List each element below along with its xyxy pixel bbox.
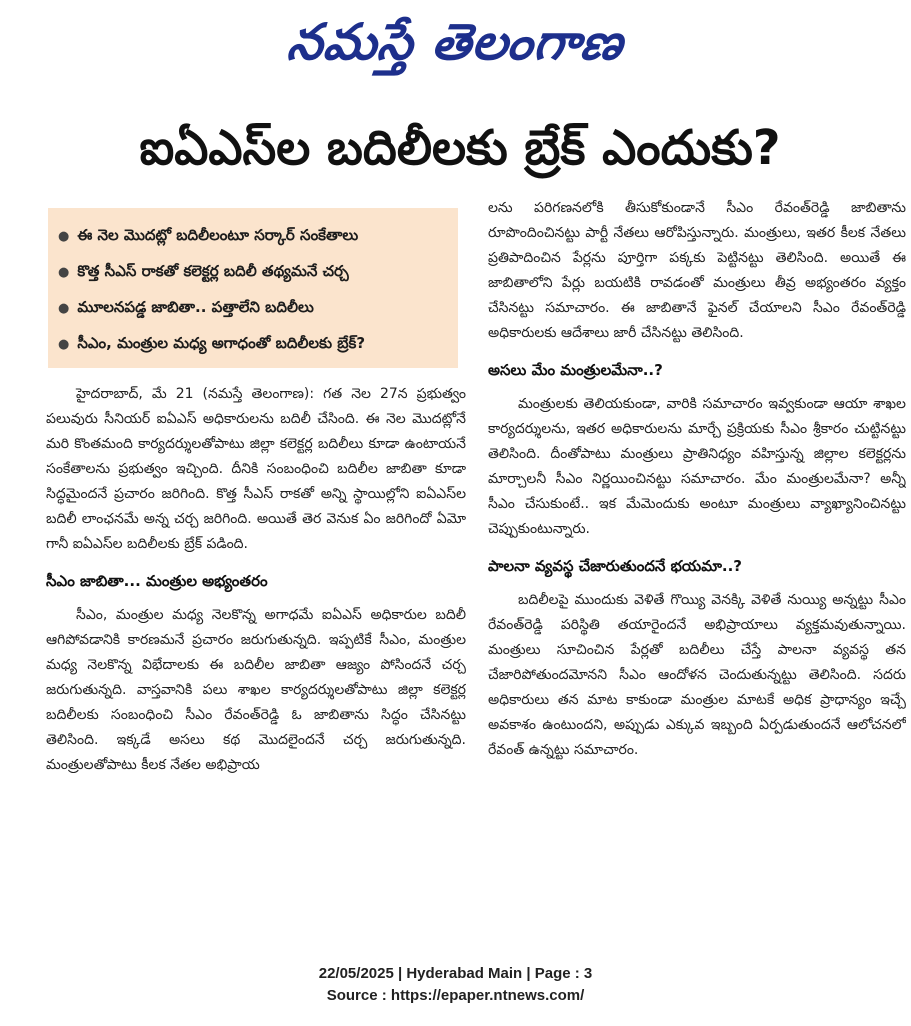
right-column (488, 196, 906, 920)
bullet-icon: ● (58, 265, 70, 280)
section-heading: అసలు మేం మంత్రులమేనా..? (488, 361, 663, 379)
section-heading: సీఎం జాబితా... మంత్రుల అభ్యంతరం (46, 572, 268, 590)
section-heading: పాలనా వ్యవస్థ చేజారుతుందనే భయమా..? (488, 557, 743, 575)
highlight-item: ● కొత్త సీఎస్‌ రాకతో కలెక్టర్ల బదిలీ తథ్యమనే చర్చ (58, 262, 349, 280)
bullet-icon: ● (58, 301, 70, 316)
article-intro: హైదరాబాద్‌, మే 21 (నమస్తే తెలంగాణ): గత నెల 27న ప్రభుత్వం పలువురు సీనియర్‌ ఐఏఎస్‌ అధికారులను బదిలీ చేసింది. ఈ నెల మొదట్లోనే మరి కొంతమంది కార్యదర్శులతోపాటు జిల్లా కలెక్టర్ల బదిలీలు కూడా ఉంటాయనే సంకేతాలను ప్రభుత్వం ఇచ్చింది. దీనికి సంబంధించి బదిలీల జాబితా కూడా సిద్ధమైందనే ప్రచారం జరిగింది. కొత్త సీఎస్‌ రాకతో అన్ని స్థాయిల్లోని ఐఏఎస్‌ల బదిలీ లాంఛనమే అన్న చర్చ జరిగింది. అయితే తెర వెనుక ఏం జరిగిందో ఏమో గానీ ఐఏఎస్‌ల బదిలీలకు బ్రేక్‌ పడింది. (46, 386, 466, 552)
article-paragraph: లను పరిగణనలోకి తీసుకోకుండానే సీఎం రేవంత్‌రెడ్డి జాబితాను రూపొందించినట్టు పార్టీ నేతలు ఆరోపిస్తున్నారు. మంత్రులు, ఇతర కీలక నేతలు ప్రతిపాదించిన పేర్లను పూర్తిగా పక్కకు పెట్టినట్టు తెలిసింది. అయితే ఈ జాబితాలోని పేర్లు బయటికి రావడంతో మంత్రులు తీవ్ర అభ్యంతరం వ్యక్తం చేసినట్టు సమాచారం. ఈ జాబితానే ఫైనల్‌ చేయాలని సీఎం రేవంత్‌రెడ్డి అధికారులకు ఆదేశాలు జారీ చేసినట్టు తెలిసింది. (488, 200, 906, 341)
highlight-item: ● మూలనపడ్డ జాబితా.. పత్తాలేని బదిలీలు (58, 298, 314, 316)
article-paragraph: మంత్రులకు తెలియకుండా, వారికి సమాచారం ఇవ్వకుండా ఆయా శాఖల కార్యదర్శులను, ఇతర అధికారులను మార్చే ప్రక్రియకు సీఎం శ్రీకారం చుట్టినట్టు తెలిసింది. దీంతోపాటు మంత్రులు ప్రాతినిధ్యం వహిస్తున్న జిల్లాల కలెక్టర్లను మార్చాలనీ సీఎం నిర్ణయించినట్టు సమాచారం. మేం మంత్రులమేనా? అన్నీ సీఎం చేసుకుంటే.. ఇక మేమెందుకు అంటూ మంత్రులు వ్యాఖ్యానించినట్టు చెప్పుకుంటున్నారు. (488, 396, 906, 537)
bullet-icon: ● (58, 229, 70, 244)
article-paragraph: బదిలీలపై ముందుకు వెళితే గొయ్యి వెనక్కి వెళితే నుయ్యి అన్నట్టు సీఎం రేవంత్‌రెడ్డి పరిస్థితి తయారైందనే అభిప్రాయాలు వ్యక్తమవుతున్నాయి. మంత్రులు సూచించిన పేర్లతో బదిలీలు చేస్తే పాలనా వ్యవస్థ తన చేజారిపోతుందమోనని సీఎం ఆందోళన చెందుతున్నట్టు తెలిసింది. సదరు అధికారులు తన మాట కాకుండా మంత్రుల మాటకే అధిక ప్రాధాన్యం ఇచ్చే అవకాశం ఉంటుందని, అప్పుడు ఎక్కువ ఇబ్బంది ఏర్పడుతుందనే ఆలోచనలో రేవంత్‌ ఉన్నట్టు సమాచారం. (488, 592, 906, 758)
bullet-icon: ● (58, 337, 70, 352)
highlight-item: ● సీఎం, మంత్రుల మధ్య అగాధంతో బదిలీలకు బ్రేక్‌? (58, 334, 366, 352)
left-column (46, 208, 466, 920)
article-headline: ఐఏఎస్‌ల బదిలీలకు బ్రేక్‌ ఎందుకు? (139, 120, 781, 176)
newspaper-masthead: నమస్తే తెలంగాణ (284, 12, 627, 71)
article-paragraph: సీఎం, మంత్రుల మధ్య నెలకొన్న అగాధమే ఐఏఎస్‌ అధికారుల బదిలీ ఆగిపోవడానికి కారణమనే ప్రచారం జరుగుతున్నది. ఇప్పటికే సీఎం, మంత్రుల మధ్య నెలకొన్న విభేదాలకు ఈ బదిలీల జాబితా ఆజ్యం పోసిందనే చర్చ జరుగుతున్నది. వాస్తవానికి పలు శాఖల కార్యదర్శులతోపాటు జిల్లా కలెక్టర్ల బదిలీలకు సంబంధించి సీఎం రేవంత్‌రెడ్డి ఓ జాబితాను సిద్ధం చేసినట్టు తెలిసింది. ఇక్కడే అసలు కథ మొదలైందనే చర్చ జరుగుతున్నది. మంత్రులతోపాటు కీలక నేతల అభిప్రాయ (46, 607, 466, 773)
highlights-box (48, 208, 458, 368)
edition-info: 22/05/2025 | Hyderabad Main | Page : 3 (318, 965, 593, 982)
source-info: Source : https://epaper.ntnews.com/ (326, 987, 585, 1004)
highlight-item: ● ఈ నెల మొదట్లో బదిలీలంటూ సర్కార్‌ సంకేతాలు (58, 226, 359, 244)
